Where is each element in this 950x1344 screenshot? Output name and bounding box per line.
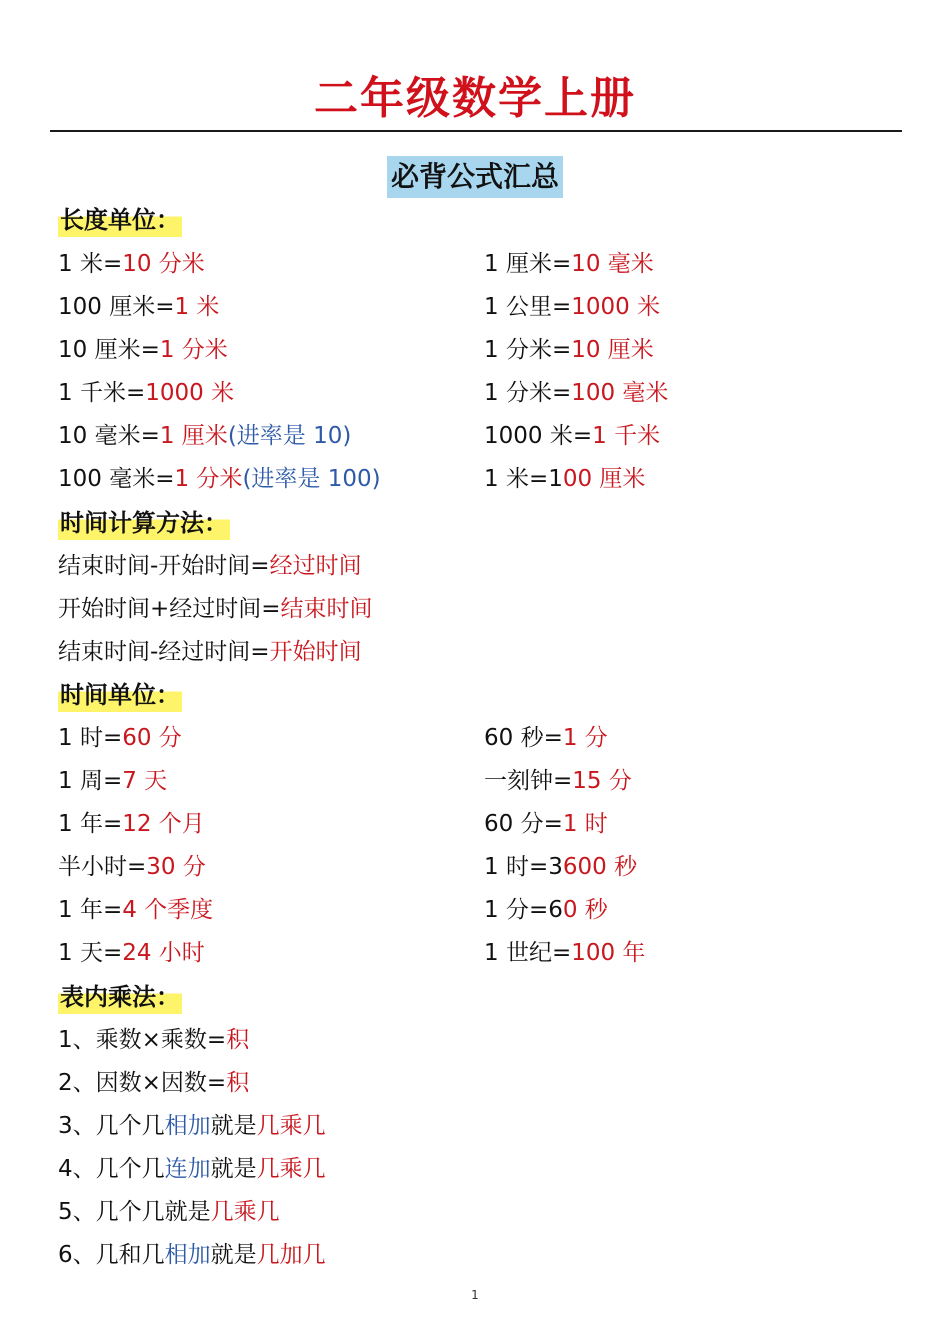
- rule-keyword: 连加: [164, 1156, 211, 1182]
- formula-lhs: 1 年=: [58, 897, 123, 923]
- rule-text: 6、几和几: [58, 1242, 165, 1268]
- length-left-row: [58, 462, 381, 496]
- time-calc-row: [58, 549, 362, 583]
- formula-lhs: 一刻钟=: [484, 768, 573, 794]
- formula-lhs: 1 世纪=: [484, 940, 572, 966]
- rule-text: 5、几个几就是: [58, 1199, 211, 1225]
- formula-answer: 60 分: [122, 725, 182, 751]
- time-units-right-row: [484, 721, 608, 755]
- length-left-row: [58, 419, 351, 453]
- formula-lhs: 1 时=3: [484, 854, 563, 880]
- time-units-left-row: [58, 807, 205, 841]
- page-number: 1: [471, 1288, 479, 1302]
- formula-answer: 1 米: [174, 294, 220, 320]
- time-units-right-row: [484, 764, 632, 798]
- time-units-left-row: [58, 850, 206, 884]
- length-left-row: [58, 247, 205, 281]
- rule-answer: 几乘几: [256, 1113, 326, 1139]
- formula-answer: 100 年: [571, 940, 646, 966]
- time-units-left-row: [58, 764, 167, 798]
- formula-lhs: 1 天=: [58, 940, 123, 966]
- length-right-row: [484, 290, 660, 324]
- formula-answer: 开始时间: [269, 639, 362, 665]
- heading-time-calculation: 时间计算方法：: [58, 506, 230, 540]
- heading-time-units: 时间单位：: [58, 678, 182, 712]
- formula-lhs: 10 厘米=: [58, 337, 160, 363]
- multiplication-row: [58, 1066, 249, 1100]
- formula-lhs: 1 分=6: [484, 897, 563, 923]
- length-left-row: [58, 290, 219, 324]
- formula-lhs: 100 毫米=: [58, 466, 175, 492]
- time-calc-row: [58, 592, 373, 626]
- formula-lhs: 1 千米=: [58, 380, 146, 406]
- time-units-left-row: [58, 721, 182, 755]
- formula-lhs: 结束时间-开始时间=: [58, 553, 270, 579]
- formula-answer: 10 分米: [122, 251, 205, 277]
- time-units-right-row: [484, 936, 645, 970]
- formula-answer: 15 分: [572, 768, 632, 794]
- formula-lhs: 1 米=: [58, 251, 123, 277]
- formula-answer: 600 秒: [562, 854, 638, 880]
- formula-lhs: 1 分米=: [484, 337, 572, 363]
- formula-lhs: 1 时=: [58, 725, 123, 751]
- heading-multiplication: 表内乘法：: [58, 980, 182, 1014]
- length-right-row: [484, 247, 654, 281]
- rule-text: 2、因数×因数=: [58, 1070, 227, 1096]
- formula-lhs: 半小时=: [58, 854, 147, 880]
- formula-answer: 经过时间: [269, 553, 362, 579]
- formula-answer: 1000 米: [571, 294, 661, 320]
- formula-answer: 0 秒: [562, 897, 608, 923]
- heading-length-units: 长度单位：: [58, 203, 182, 237]
- rule-text: 就是: [210, 1156, 257, 1182]
- formula-lhs: 结束时间-经过时间=: [58, 639, 270, 665]
- formula-lhs: 1 分米=: [484, 380, 572, 406]
- formula-lhs: 1000 米=: [484, 423, 593, 449]
- formula-answer: 1 分米: [159, 337, 228, 363]
- rule-text: 就是: [210, 1242, 257, 1268]
- time-units-left-row: [58, 893, 213, 927]
- formula-note: (进率是 100): [242, 466, 381, 492]
- time-units-left-row: [58, 936, 205, 970]
- formula-answer: 1 时: [562, 811, 608, 837]
- rule-answer: 几乘几: [256, 1156, 326, 1182]
- formula-lhs: 开始时间+经过时间=: [58, 596, 281, 622]
- time-calc-row: [58, 635, 362, 669]
- multiplication-row: [58, 1195, 280, 1229]
- formula-answer: 结束时间: [280, 596, 373, 622]
- section-subtitle: 必背公式汇总: [387, 156, 563, 198]
- formula-answer: 10 厘米: [571, 337, 654, 363]
- formula-lhs: 1 公里=: [484, 294, 572, 320]
- formula-answer: 100 毫米: [571, 380, 669, 406]
- rule-keyword: 相加: [164, 1242, 211, 1268]
- length-left-row: [58, 376, 234, 410]
- formula-lhs: 1 米=1: [484, 466, 563, 492]
- time-units-right-row: [484, 893, 608, 927]
- formula-answer: 1000 米: [145, 380, 235, 406]
- formula-answer: 1 分: [562, 725, 608, 751]
- rule-answer: 积: [226, 1070, 250, 1096]
- formula-answer: 1 千米: [592, 423, 661, 449]
- rule-text: 4、几个几: [58, 1156, 165, 1182]
- multiplication-row: [58, 1238, 326, 1272]
- length-right-row: [484, 462, 645, 496]
- formula-answer: 12 个月: [122, 811, 205, 837]
- multiplication-row: [58, 1109, 326, 1143]
- formula-lhs: 100 厘米=: [58, 294, 175, 320]
- subtitle-wrapper: [0, 156, 950, 198]
- title-divider: [50, 130, 902, 132]
- rule-text: 就是: [210, 1113, 257, 1139]
- formula-answer: 1 厘米: [159, 423, 228, 449]
- formula-answer: 7 天: [122, 768, 168, 794]
- formula-lhs: 1 周=: [58, 768, 123, 794]
- time-units-right-row: [484, 850, 637, 884]
- formula-note: (进率是 10): [227, 423, 352, 449]
- formula-lhs: 1 年=: [58, 811, 123, 837]
- length-left-row: [58, 333, 228, 367]
- rule-answer: 几加几: [256, 1242, 326, 1268]
- rule-answer: 几乘几: [210, 1199, 280, 1225]
- rule-text: 3、几个几: [58, 1113, 165, 1139]
- rule-keyword: 相加: [164, 1113, 211, 1139]
- formula-answer: 00 厘米: [562, 466, 646, 492]
- formula-lhs: 60 秒=: [484, 725, 563, 751]
- time-units-right-row: [484, 807, 608, 841]
- formula-lhs: 60 分=: [484, 811, 563, 837]
- length-right-row: [484, 419, 660, 453]
- formula-answer: 1 分米: [174, 466, 243, 492]
- formula-lhs: 10 毫米=: [58, 423, 160, 449]
- rule-text: 1、乘数×乘数=: [58, 1027, 227, 1053]
- length-right-row: [484, 376, 668, 410]
- formula-answer: 24 小时: [122, 940, 205, 966]
- rule-answer: 积: [226, 1027, 250, 1053]
- formula-answer: 10 毫米: [571, 251, 654, 277]
- page-title: 二年级数学上册: [314, 73, 636, 124]
- formula-answer: 30 分: [146, 854, 206, 880]
- multiplication-row: [58, 1152, 326, 1186]
- formula-answer: 4 个季度: [122, 897, 214, 923]
- multiplication-row: [58, 1023, 249, 1057]
- length-right-row: [484, 333, 654, 367]
- formula-lhs: 1 厘米=: [484, 251, 572, 277]
